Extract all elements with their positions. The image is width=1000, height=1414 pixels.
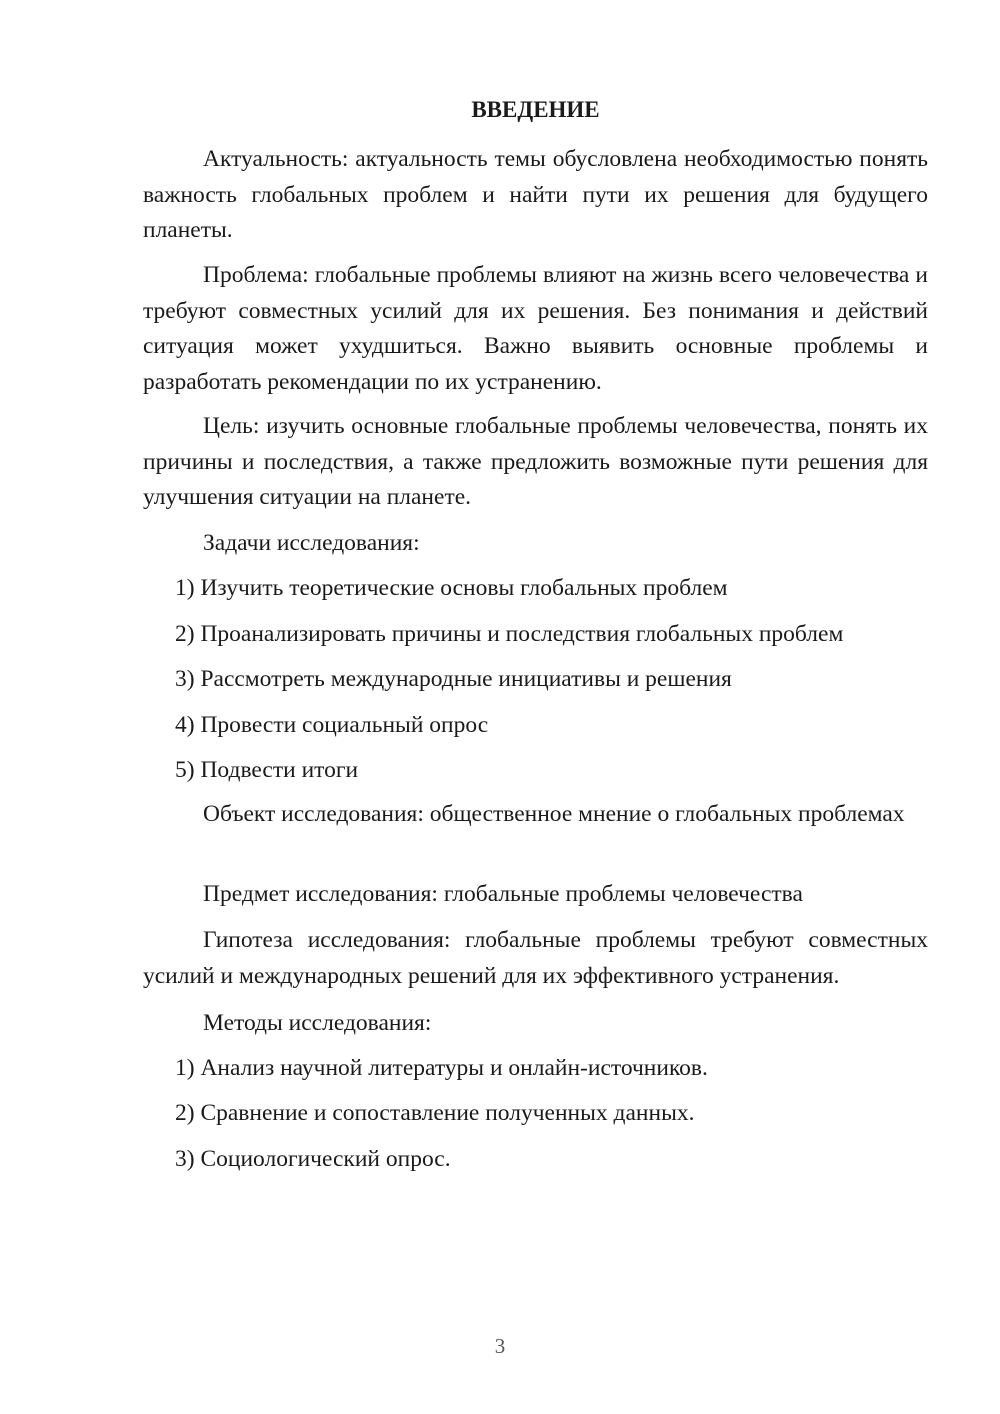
object-paragraph: Объект исследования: общественное мнение о глобальных проблемах — [203, 801, 905, 827]
method-item: 1) Анализ научной литературы и онлайн-источников. — [175, 1055, 708, 1081]
goal-paragraph: Цель: изучить основные глобальные проблемы человечества, понять их причины и последствия, а также предложить возможные пути решения для улучшения ситуации на планете. — [143, 413, 928, 510]
method-item: 3) Социологический опрос. — [175, 1146, 451, 1172]
subject-paragraph: Предмет исследования: глобальные проблемы человечества — [203, 881, 803, 907]
methods-title: Методы исследования: — [203, 1010, 432, 1036]
task-item: 4) Провести социальный опрос — [175, 712, 489, 738]
problem-paragraph: Проблема: глобальные проблемы влияют на жизнь всего человечества и требуют совместных усилий для их решения. Без понимания и действий ситуация может ухудшиться. Важно выявить основные проблемы и разработать рекомендации по их устранению. — [143, 262, 928, 395]
hypothesis-paragraph: Гипотеза исследования: глобальные проблемы требуют совместных усилий и международных решений для их эффективного устранения. — [143, 927, 928, 989]
method-item: 2) Сравнение и сопоставление полученных данных. — [175, 1100, 695, 1126]
task-item: 5) Подвести итоги — [175, 757, 359, 783]
page-heading: ВВЕДЕНИЕ — [471, 97, 600, 122]
tasks-title: Задачи исследования: — [203, 530, 420, 556]
relevance-paragraph: Актуальность: актуальность темы обусловлена необходимостью понять важность глобальных проблем и найти пути их решения для будущего планеты. — [143, 146, 928, 243]
task-item: 3) Рассмотреть международные инициативы и решения — [175, 666, 732, 692]
task-item: 2) Проанализировать причины и последствия глобальных проблем — [175, 621, 844, 647]
page-number: 3 — [494, 1334, 506, 1358]
task-item: 1) Изучить теоретические основы глобальных проблем — [175, 575, 728, 601]
